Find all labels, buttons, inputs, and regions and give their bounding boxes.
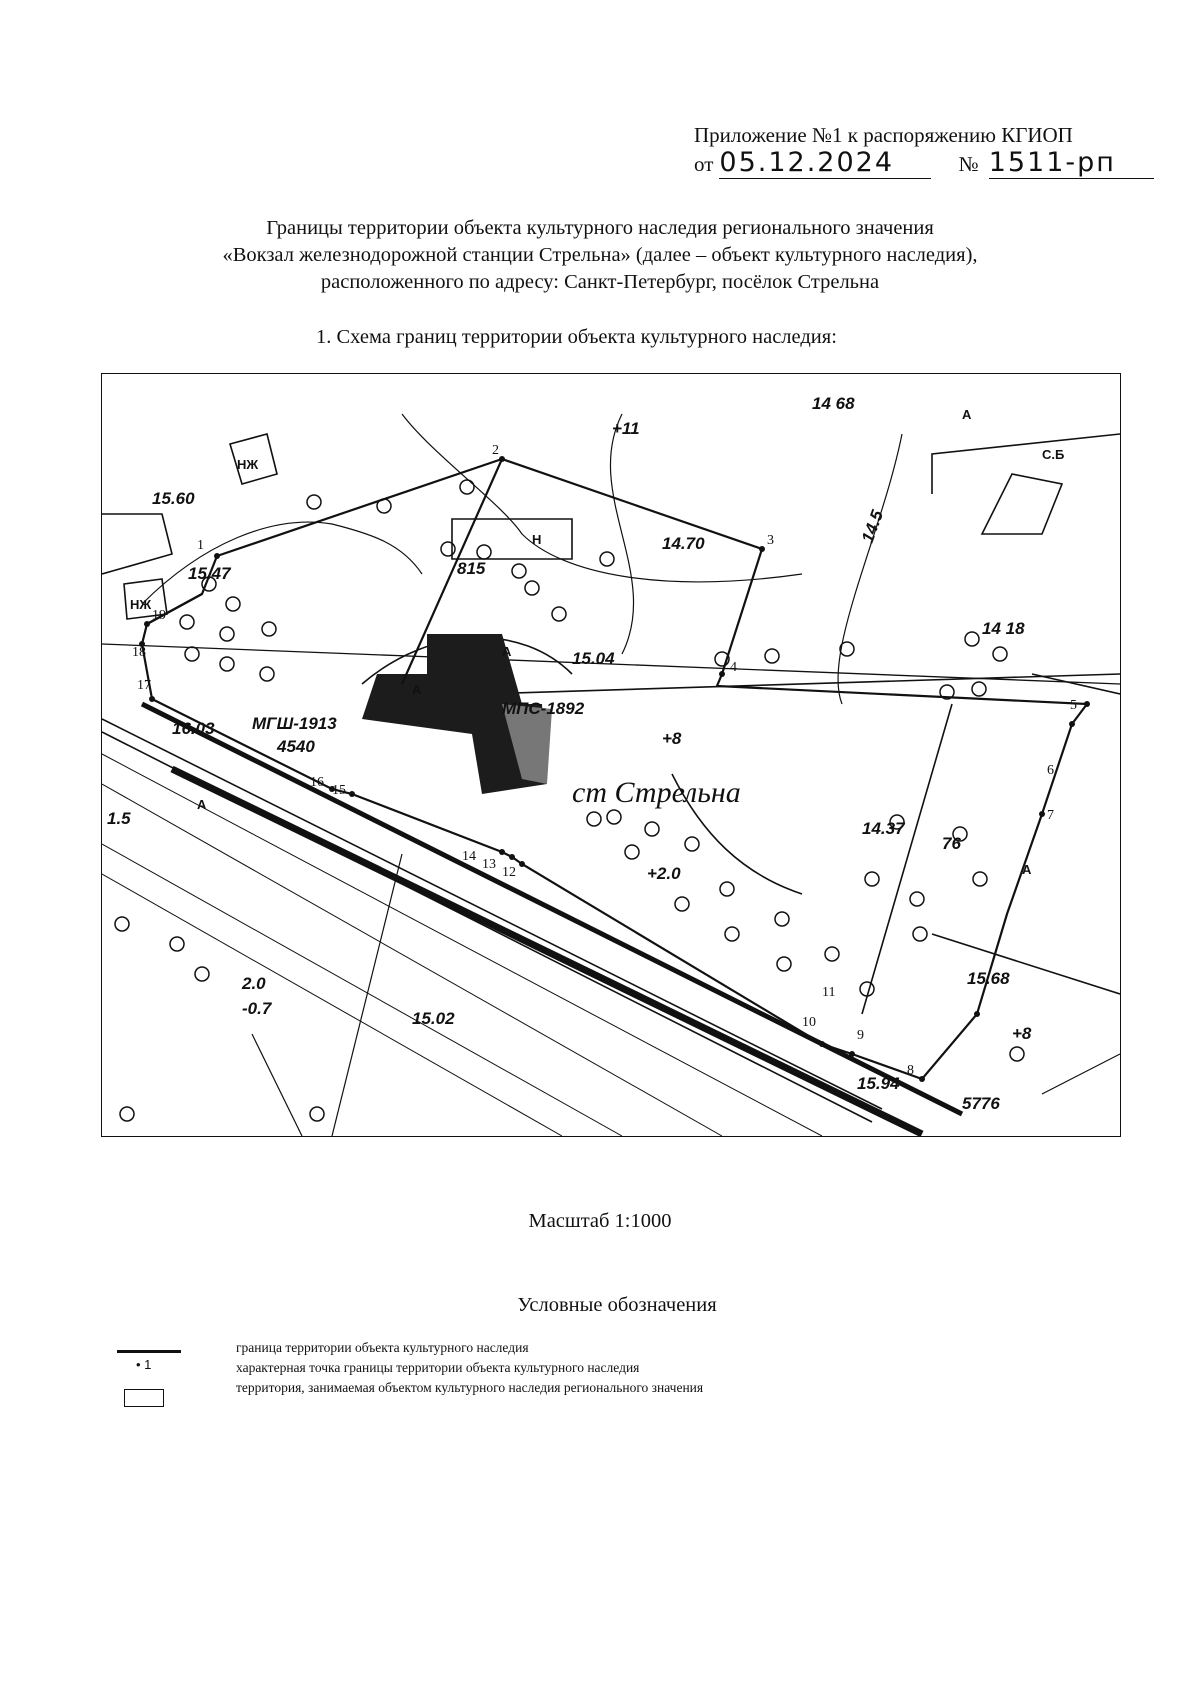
boundary-point-label-3: 3	[767, 533, 774, 548]
elevation-label: 815	[457, 559, 486, 578]
elevation-label: 16.03	[172, 719, 215, 738]
legend-title: Условные обозначения	[517, 1294, 717, 1316]
handwritten-number: 1511-рп	[989, 148, 1154, 179]
map-drawing	[102, 374, 1120, 1136]
elevation-label: 76	[942, 834, 961, 853]
boundary-point-label-13: 13	[482, 857, 496, 872]
legend-item-boundary-point: характерная точка границы территории объекта культурного наследия	[236, 1360, 640, 1375]
elevation-label: -0.7	[242, 999, 272, 1018]
legend-item-heritage-area: территория, занимаемая объектом культурного наследия регионального значения	[236, 1380, 704, 1395]
title-line-2: «Вокзал железнодорожной станции Стрельна» (далее – объект культурного наследия),	[222, 244, 978, 266]
title-line-1: Границы территории объекта культурного наследия регионального значения	[266, 217, 934, 239]
area-mark: А	[502, 644, 512, 659]
date-prefix: от	[694, 152, 714, 176]
elevation-label: +8	[1012, 1024, 1032, 1043]
boundary-point-label-6: 6	[1047, 763, 1054, 778]
elevation-label: 15.02	[412, 1009, 455, 1028]
handwritten-date: 05.12.2024	[719, 148, 931, 179]
elevation-label: 14.37	[862, 819, 905, 838]
boundary-point-label-19: 19	[152, 608, 166, 623]
area-mark: А	[962, 407, 972, 422]
boundary-point-label-18: 18	[132, 645, 146, 660]
territory-boundary-map	[101, 373, 1121, 1137]
area-mark: А	[412, 682, 422, 697]
boundary-point-label-14: 14	[462, 849, 476, 864]
boundary-point-label-7: 7	[1047, 808, 1054, 823]
building-label: МГШ-1913	[252, 714, 337, 733]
building-label: 4540	[277, 737, 315, 756]
area-mark: С.Б	[1042, 447, 1065, 462]
elevation-label: 15.94	[857, 1074, 900, 1093]
boundary-point-label-2: 2	[492, 443, 499, 458]
elevation-label: 15.47	[188, 564, 231, 583]
map-background-lines	[102, 414, 1120, 1136]
date-number-line	[694, 148, 1154, 179]
boundary-point-label-8: 8	[907, 1063, 914, 1078]
section-heading: 1. Схема границ территории объекта культурного наследия:	[316, 326, 837, 348]
area-mark: НЖ	[237, 457, 259, 472]
boundary-point-label-1: 1	[197, 538, 204, 553]
heritage-area-legend-symbol	[124, 1389, 164, 1407]
boundary-point-legend-symbol: • 1	[136, 1357, 152, 1372]
elevation-label: 1.5	[107, 809, 131, 828]
boundary-point-label-9: 9	[857, 1028, 864, 1043]
title-line-3: расположенного по адресу: Санкт-Петербург, посёлок Стрельна	[320, 271, 880, 293]
elevation-label: 14 68	[812, 394, 855, 413]
elevation-label: 14.70	[662, 534, 705, 553]
elevation-label: +2.0	[647, 864, 681, 883]
boundary-point-label-17: 17	[137, 678, 151, 693]
boundary-line-legend-symbol	[117, 1350, 181, 1353]
appendix-header: Приложение №1 к распоряжению КГИОП	[694, 123, 1073, 147]
elevation-label: 14.5	[857, 507, 888, 546]
tree-symbols	[115, 480, 1024, 1121]
boundary-point-label-4: 4	[730, 660, 737, 675]
elevation-label: 2.0	[242, 974, 266, 993]
elevation-label: 5776	[962, 1094, 1000, 1113]
boundary-point-label-16: 16	[310, 775, 324, 790]
elevation-label: +8	[662, 729, 682, 748]
building-label: МПС-1892	[502, 699, 585, 718]
boundary-point-label-11: 11	[822, 985, 836, 1000]
boundary-point-label-15: 15	[332, 783, 346, 798]
boundary-point-label-12: 12	[502, 865, 516, 880]
elevation-label: 15.68	[967, 969, 1010, 988]
number-prefix: №	[958, 152, 979, 176]
legend-item-boundary: граница территории объекта культурного наследия	[236, 1340, 529, 1355]
elevation-label: 15.60	[152, 489, 195, 508]
boundary-point-label-5: 5	[1070, 698, 1077, 713]
area-mark: НЖ	[130, 597, 152, 612]
station-name-label: ст Стрельна	[572, 776, 741, 809]
elevation-label: +11	[612, 419, 640, 438]
elevation-label: 15.04	[572, 649, 615, 668]
area-mark: Н	[532, 532, 542, 547]
map-scale: Масштаб 1:1000	[528, 1210, 672, 1232]
document-title	[0, 215, 1200, 296]
boundary-point-label-10: 10	[802, 1015, 816, 1030]
elevation-label: 14 18	[982, 619, 1025, 638]
area-mark: А	[1022, 862, 1032, 877]
area-mark: А	[197, 797, 207, 812]
